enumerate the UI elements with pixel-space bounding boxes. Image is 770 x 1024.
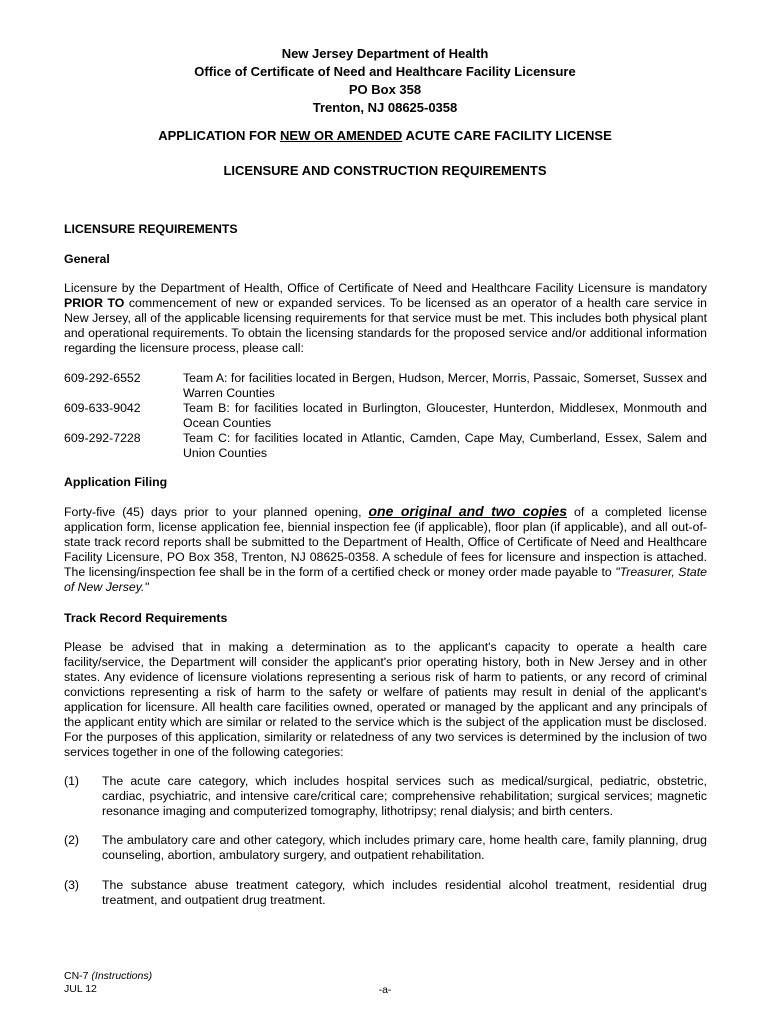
general-bold: PRIOR TO [64, 296, 125, 310]
title-underlined: NEW OR AMENDED [280, 128, 403, 143]
title-prefix: APPLICATION FOR [158, 128, 281, 143]
filing-payee: "Treasurer, State of New Jersey." [64, 565, 707, 594]
application-title [0, 127, 770, 145]
filing-text-2: of a completed license application form, license application fee, biennial inspection fee (if applicable), floor plan (if applicable), and all out-of-state track record reports shall be submitted to the Department of Health, Office of Certificate of Need and Healthcare Facility Licensure, PO Box 358, Trenton, NJ 08625-0358. A schedule of fees for licensure and inspection is attached. The licensing/inspection fee shall be in the form of a certified check or money order made payable to [64, 505, 707, 579]
list-number: (1) [64, 774, 80, 788]
agency-header [0, 45, 770, 117]
team-phone: 609-633-9042 [64, 401, 141, 415]
team-description: Team A: for facilities located in Bergen, Hudson, Mercer, Morris, Passaic, Somerset, Sussex and Warren Counties [183, 371, 707, 400]
footer-form-line [64, 970, 152, 983]
team-phone: 609-292-6552 [64, 371, 141, 385]
office-name: Office of Certificate of Need and Healthcare Facility Licensure [194, 64, 576, 79]
list-text: The ambulatory care and other category, which includes primary care, home health care, family planning, drug counseling, abortion, ambulatory surgery, and outpatient rehabilitation. [102, 833, 707, 862]
form-note: (Instructions) [91, 970, 153, 982]
title-suffix: ACUTE CARE FACILITY LICENSE [402, 128, 612, 143]
page-number: -a- [378, 984, 392, 996]
form-id: CN-7 [64, 970, 92, 982]
city-zip: Trenton, NJ 08625-0358 [312, 100, 458, 115]
po-box: PO Box 358 [348, 82, 422, 97]
general-text-2: commencement of new or expanded services. To be licensed as an operator of a health care service in New Jersey, all of the applicable licensing requirements for that service must be met. This includes both physical plant and operational requirements. To obtain the licensing standards for the proposed service and/or additional information regarding the licensure process, please call: [64, 296, 708, 355]
track-record-paragraph: Please be advised that in making a determination as to the applicant's capacity to operate a health care facility/service, the Department will consider the applicant's prior operating history, both in New Jersey and in other states. Any evidence of licensure violations representing a serious risk of harm to patients, or any record of criminal convictions representing a risk of harm to the safety or welfare of patients may result in denial of the applicant's application for licensure. All health care facilities owned, operated or managed by the applicant and any principals of the applicant entity which are similar or related to the service which is the subject of the application must be disclosed. For the purposes of this application, similarity or relatedness of any two services is determined by the inclusion of two services together in one of the following categories: [64, 640, 707, 759]
general-text-1: Licensure by the Department of Health, Office of Certificate of Need and Healthcare Facility Licensure is mandatory [64, 281, 707, 295]
team-phone: 609-292-7228 [64, 431, 141, 445]
list-text: The acute care category, which includes hospital services such as medical/surgical, pediatric, obstetric, cardiac, psychiatric, and intensive care/critical care; comprehensive rehabilitation; surgical services; magnetic resonance imaging and computerized tomography, lithotripsy; renal dialysis; and birth centers. [102, 774, 707, 818]
filing-heading: Application Filing [64, 475, 168, 489]
footer-date: JUL 12 [64, 983, 97, 995]
list-number: (2) [64, 833, 80, 847]
licensure-heading: LICENSURE REQUIREMENTS [64, 222, 238, 236]
agency-name: New Jersey Department of Health [281, 46, 489, 61]
team-description: Team B: for facilities located in Burlington, Gloucester, Hunterdon, Middlesex, Monmouth and Ocean Counties [183, 401, 707, 430]
filing-paragraph [64, 504, 707, 595]
team-description: Team C: for facilities located in Atlantic, Camden, Cape May, Cumberland, Essex, Salem and Union Counties [183, 431, 707, 460]
track-record-heading: Track Record Requirements [64, 611, 228, 625]
document-subtitle: LICENSURE AND CONSTRUCTION REQUIREMENTS [223, 163, 547, 178]
general-heading: General [64, 252, 110, 266]
filing-text-1: Forty-five (45) days prior to your planned opening, [64, 505, 369, 519]
general-paragraph [64, 281, 707, 356]
filing-emphasis: one original and two copies [368, 503, 568, 519]
list-number: (3) [64, 878, 80, 892]
list-text: The substance abuse treatment category, which includes residential alcohol treatment, residential drug treatment, and outpatient drug treatment. [102, 878, 707, 907]
